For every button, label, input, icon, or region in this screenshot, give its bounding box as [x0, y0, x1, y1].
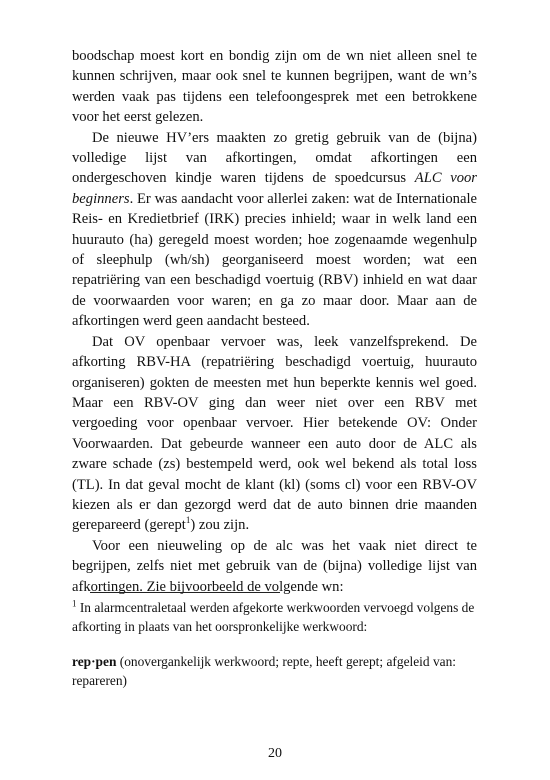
- footnote-number: 1: [72, 598, 77, 609]
- dictionary-definition: (onovergankelijk werkwoord; repte, heeft gerept; afgeleid van: repareren): [72, 654, 456, 688]
- dictionary-headword: rep·pen: [72, 654, 117, 669]
- footnote: [72, 598, 477, 690]
- paragraph-2-part-a: De nieuwe HV’ers maakten zo gretig gebruik van de (bijna) volledige lijst van afkortingen, omdat afkortingen een ondergeschoven kindje waren tijdens de spoedcursus: [72, 129, 477, 187]
- paragraph-2-part-b: . Er was aandacht voor allerlei zaken: wat de Internationale Reis- en Kredietbrief (IRK) precies inhield; waar in welk land een huurauto (ha) geregeld moest worden; hoe zogenaamde wegenhulp of sleephulp (wh/sh) georganiseerd moest worden; wat een repatriëring van een beschadigd voertuig (RBV) inhield en wat daar de voorwaarden voor waren; en ga zo maar door. Maar aan de afkortingen werd geen aandacht besteed.: [72, 190, 477, 330]
- page-number: 20: [268, 746, 282, 761]
- course-title: ALC voor beginners: [72, 170, 477, 207]
- paragraph-2: [72, 128, 477, 332]
- footnote-reference[interactable]: 1: [185, 515, 191, 526]
- paragraph-1: boodschap moest kort en bondig zijn om de wn niet alleen snel te kunnen schrijven, maar ook snel te kunnen begrijpen, want de wn’s werden vaak pas tijdens een telefoongesprek met een betrokkene voor het eerst gelezen.: [72, 48, 477, 126]
- paragraph-3-part-b: ) zou zijn.: [190, 517, 250, 534]
- paragraph-4: Voor een nieuweling op de alc was het vaak niet direct te begrijpen, zelfs niet met gebruik van de (bijna) volledige lijst van afkortingen. Zie bijvoorbeeld de volgende wn:: [72, 537, 477, 595]
- paragraph-3: [72, 332, 477, 536]
- footnote-divider: [90, 592, 280, 593]
- paragraph-3-part-a: Dat OV openbaar vervoer was, leek vanzelfsprekend. De afkorting RBV-HA (repatriëring beschadigd voertuig, huurauto organiseren) gokten de meesten met hun beperkte kennis wel goed. Maar een RBV-OV ging dan weer niet over een RBV met vergoeding voor openbaar vervoer. Hier betekende OV: Onder Voorwaarden. Dat gebeurde wanneer een auto door de ALC als zware schade (zs) bestempeld werd, ook wel bekend als total loss (TL). In dat geval mocht de klant (kl) (soms cl) voor een RBV-OV kiezen als er dan gezorgd werd dat de auto binnen drie maanden gerepareerd (gerept: [72, 333, 477, 534]
- footnote-body: In alarmcentraletaal werden afgekorte werkwoorden vervoegd volgens de afkorting in plaats van het oorspronkelijke werkwoord:: [72, 600, 475, 634]
- footnote-text: [72, 598, 477, 636]
- body-text: [72, 46, 477, 597]
- dictionary-entry: [72, 652, 477, 690]
